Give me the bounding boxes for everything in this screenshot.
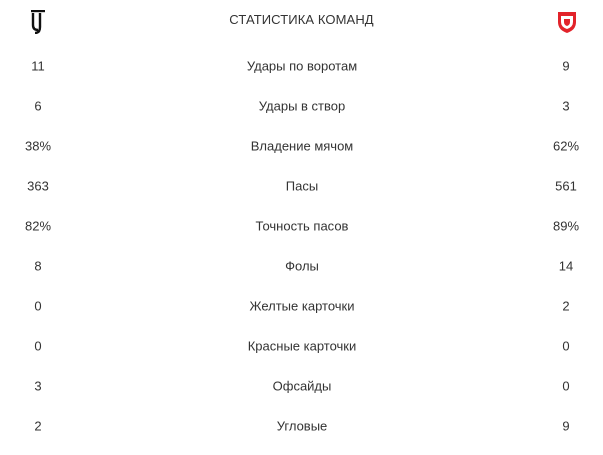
stat-label: Офсайды [272, 378, 332, 394]
stat-label: Угловые [276, 418, 328, 434]
stat-row-shots-on-target [0, 86, 603, 126]
stat-row-passes [0, 166, 603, 206]
away-value: 89% [552, 218, 580, 234]
stats-list [0, 46, 603, 446]
stat-label: Фолы [285, 258, 319, 274]
home-value: 38% [24, 138, 52, 154]
stat-label: Удары в створ [258, 98, 346, 114]
away-value: 3 [562, 98, 570, 114]
home-value: 0 [34, 298, 42, 314]
stat-row-yellow-cards [0, 286, 603, 326]
stat-row-possession [0, 126, 603, 166]
home-value: 82% [24, 218, 52, 234]
stat-label: Удары по воротам [246, 58, 358, 74]
home-value: 0 [34, 338, 42, 354]
away-value: 9 [562, 58, 570, 74]
stat-row-offsides [0, 366, 603, 406]
monza-crest-icon [556, 10, 578, 34]
away-value: 62% [552, 138, 580, 154]
stat-label: Владение мячом [250, 138, 354, 154]
home-value: 363 [27, 178, 49, 194]
home-value: 2 [34, 418, 42, 434]
stat-label: Красные карточки [247, 338, 357, 354]
stats-title: СТАТИСТИКА КОМАНД [229, 12, 374, 27]
stat-row-fouls [0, 246, 603, 286]
away-value: 0 [562, 338, 570, 354]
stat-row-corners [0, 406, 603, 446]
stat-label: Точность пасов [255, 218, 349, 234]
stat-row-red-cards [0, 326, 603, 366]
away-value: 14 [558, 258, 574, 274]
home-value: 6 [34, 98, 42, 114]
stat-label: Пасы [285, 178, 319, 194]
away-value: 0 [562, 378, 570, 394]
stat-row-shots [0, 46, 603, 86]
away-value: 9 [562, 418, 570, 434]
home-value: 11 [31, 58, 45, 74]
stats-header [0, 0, 603, 46]
stat-label: Желтые карточки [249, 298, 355, 314]
home-value: 8 [34, 258, 42, 274]
away-value: 2 [562, 298, 570, 314]
away-value: 561 [555, 178, 577, 194]
home-value: 3 [34, 378, 42, 394]
stat-row-pass-accuracy [0, 206, 603, 246]
